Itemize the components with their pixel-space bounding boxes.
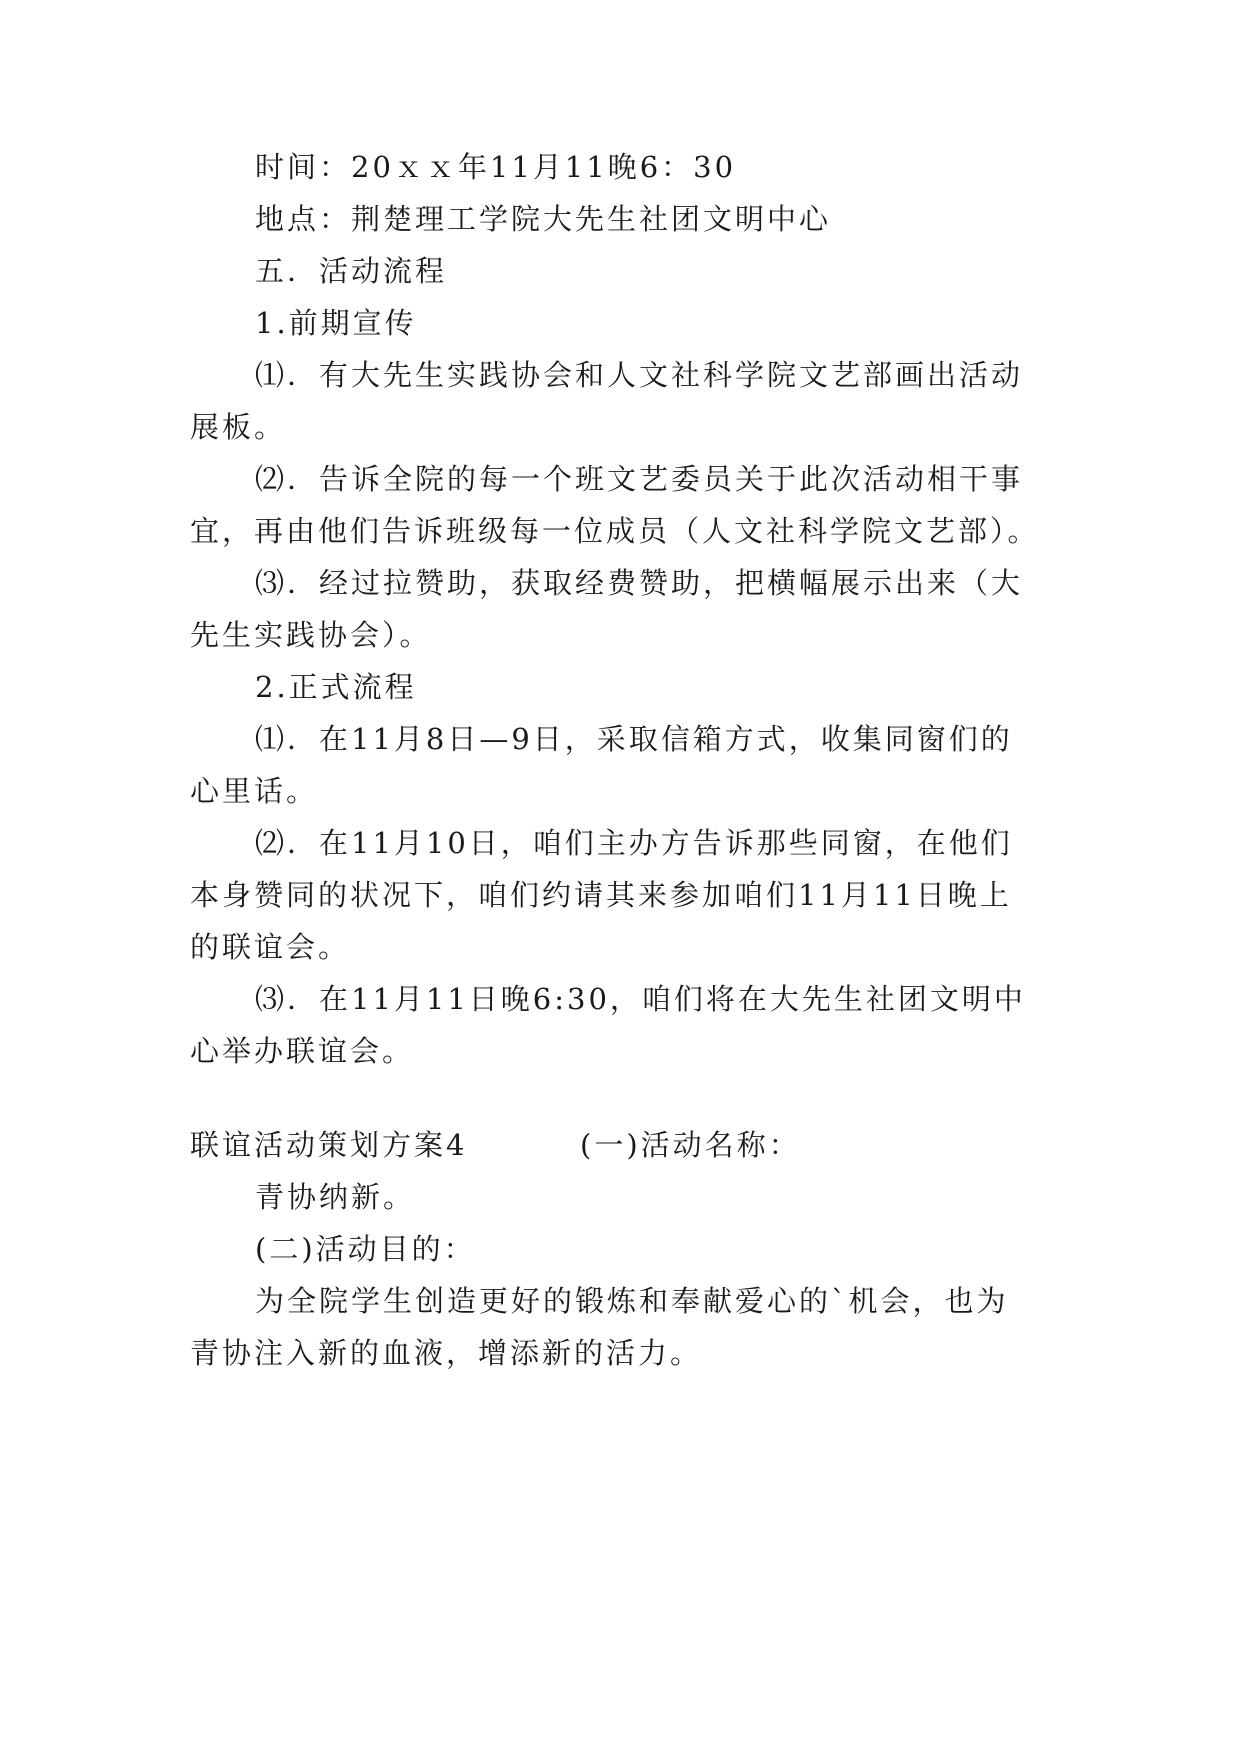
subheading-publicity: 1.前期宣传 — [255, 306, 417, 340]
section-5-heading: 五．活动流程 — [255, 254, 448, 288]
paragraph-line: 宜，再由他们告诉班级每一位成员（人文社科学院文艺部）。 — [190, 514, 1040, 548]
paragraph-line: 青协纳新。 — [255, 1180, 416, 1214]
section-title-row — [190, 1125, 467, 1165]
paragraph-line: ⑶．在11月11日晚6:30，咱们将在大先生社团文明中 — [255, 982, 1026, 1016]
paragraph-line: 先生实践协会）。 — [190, 618, 432, 652]
time-line: 时间：20ｘｘ年11月11晚6：30 — [255, 150, 737, 184]
subheading-formal-process: 2.正式流程 — [255, 670, 417, 704]
paragraph-line: 的联谊会。 — [190, 930, 351, 964]
paragraph-line: 本身赞同的状况下，咱们约请其来参加咱们11月11日晚上 — [190, 878, 1012, 912]
paragraph-line: 心里话。 — [190, 774, 319, 808]
purpose-heading: (二)活动目的： — [255, 1232, 476, 1266]
paragraph-line: ⑶．经过拉赞助，获取经费赞助，把横幅展示出来（大 — [255, 566, 1024, 600]
activity-name-heading: (一)活动名称： — [580, 1128, 801, 1162]
section-title: 联谊活动策划方案4 — [190, 1128, 468, 1162]
paragraph-line: 心举办联谊会。 — [190, 1034, 415, 1068]
paragraph-line: 青协注入新的血液，增添新的活力。 — [190, 1336, 703, 1370]
paragraph-line: 展板。 — [190, 410, 287, 444]
paragraph-line: ⑴．有大先生实践协会和人文社科学院文艺部画出活动 — [255, 358, 1024, 392]
paragraph-line: ⑴．在11月8日—9日，采取信箱方式，收集同窗们的 — [255, 722, 1013, 756]
location-line: 地点：荆楚理工学院大先生社团文明中心 — [255, 202, 832, 236]
paragraph-line: ⑵．告诉全院的每一个班文艺委员关于此次活动相干事 — [255, 462, 1024, 496]
paragraph-line: ⑵．在11月10日，咱们主办方告诉那些同窗，在他们 — [255, 826, 1013, 860]
paragraph-line: 为全院学生创造更好的锻炼和奉献爱心的`机会，也为 — [255, 1284, 1009, 1318]
